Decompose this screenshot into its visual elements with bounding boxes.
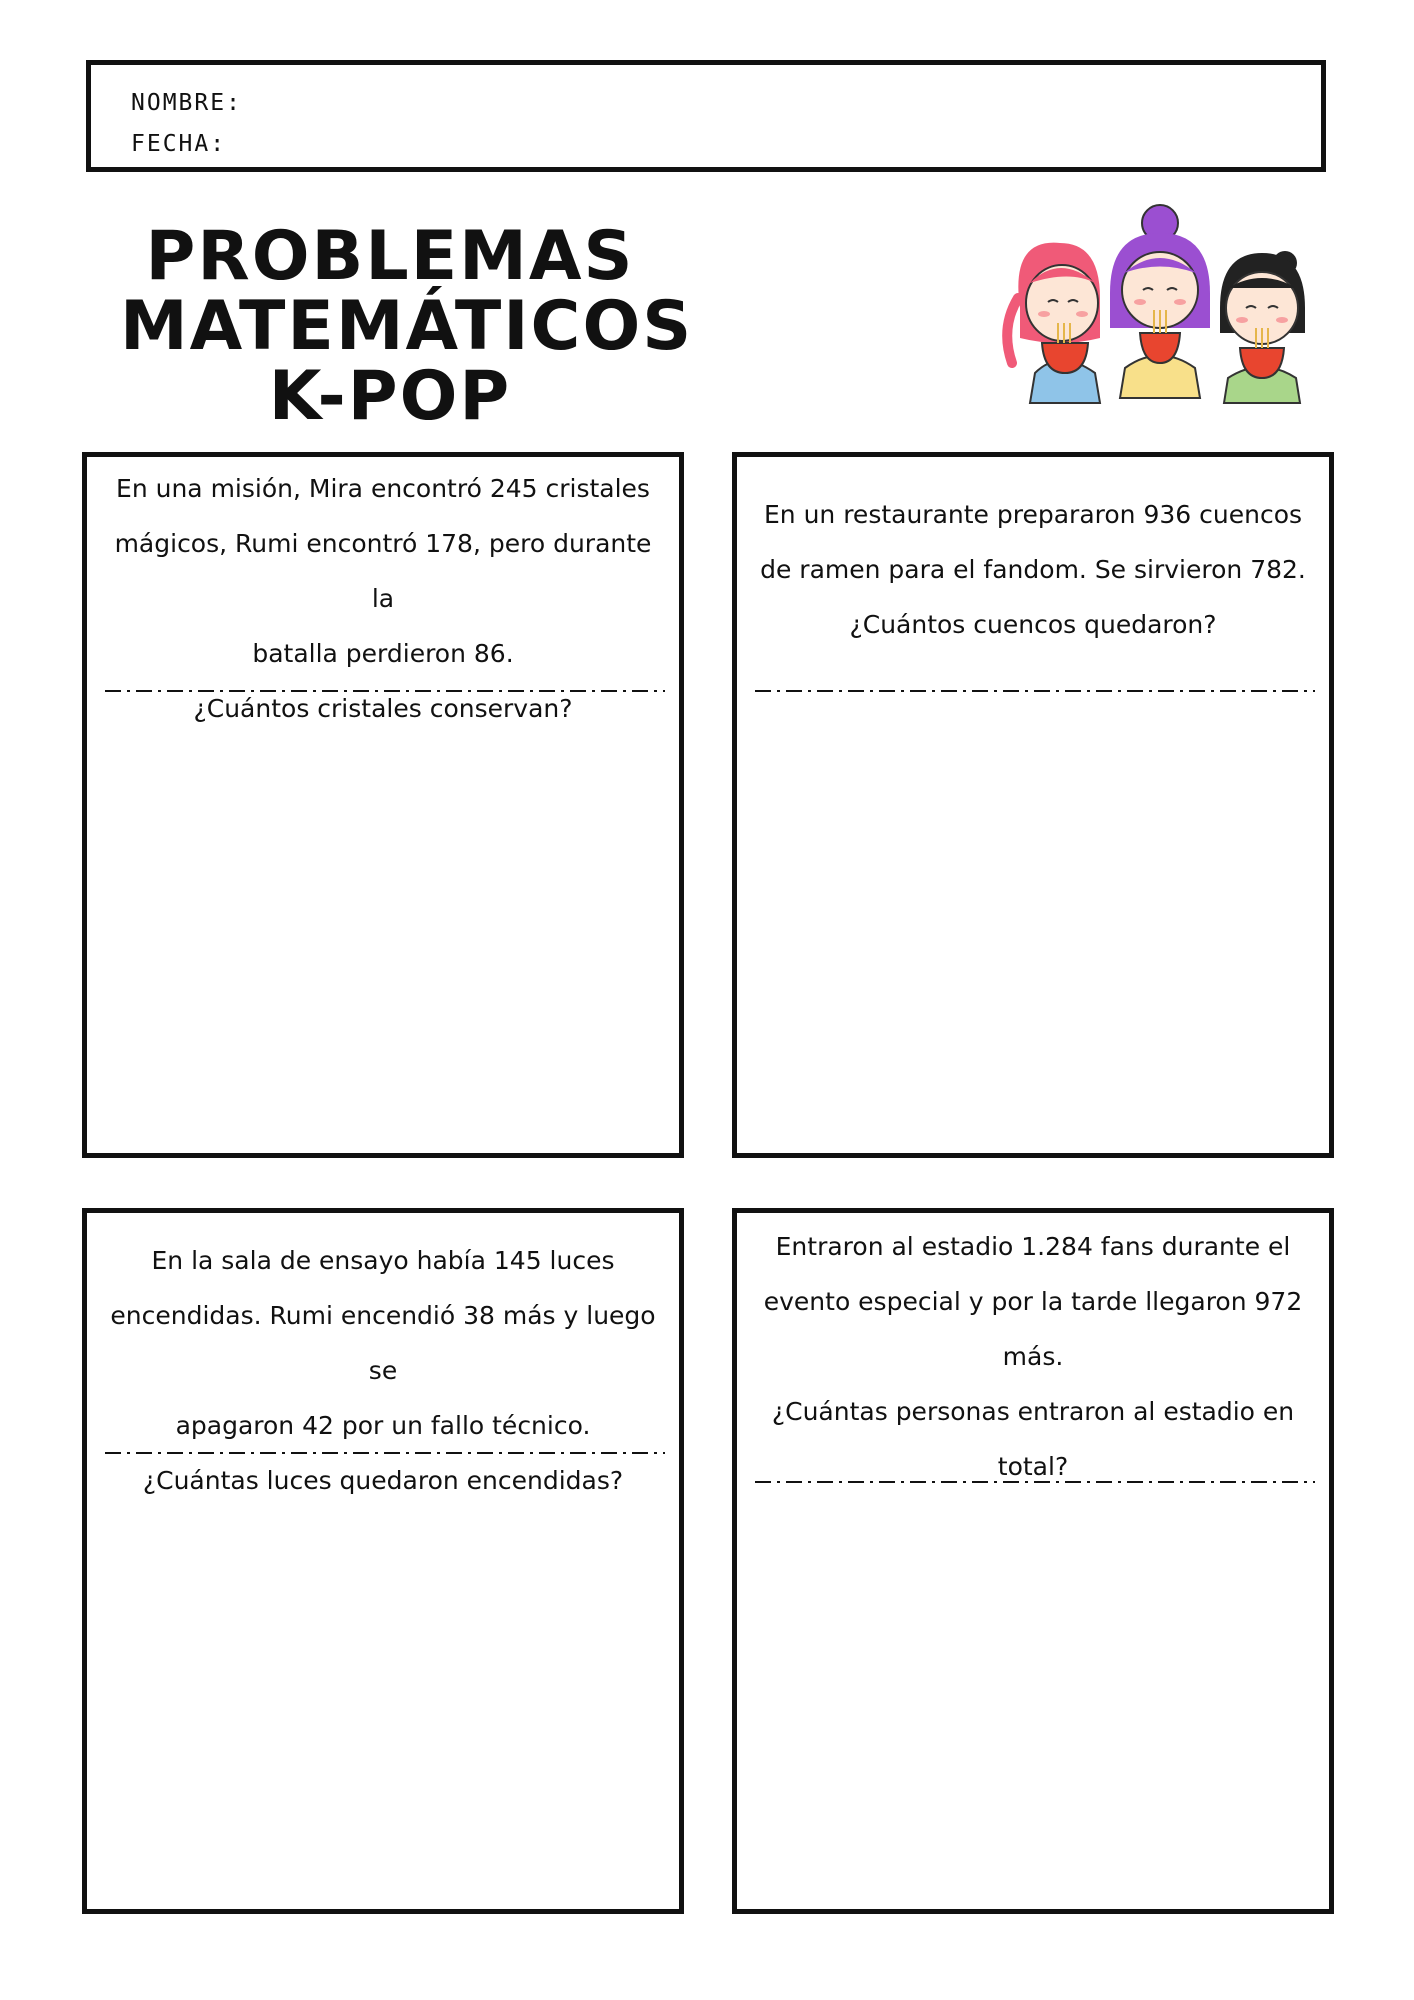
problem-card-2	[732, 452, 1334, 1158]
dash-divider	[755, 686, 1315, 696]
date-label[interactable]: FECHA:	[131, 131, 227, 157]
problem-3-question: ¿Cuántas luces quedaron encendidas?	[142, 1466, 624, 1495]
title-line-2: MATEMÁTICOS	[120, 287, 694, 366]
problem-3-line-3: apagaron 42 por un fallo técnico.	[175, 1411, 591, 1440]
problem-1-line-2: mágicos, Rumi encontró 178, pero durante la	[114, 529, 652, 613]
title-line-3: K-POP	[268, 357, 512, 436]
problem-3-line-2: encendidas. Rumi encendió 38 más y luego se	[110, 1301, 656, 1385]
three-girls-eating-ramen-icon	[1000, 198, 1320, 418]
problem-card-4	[732, 1208, 1334, 1914]
problem-card-3	[82, 1208, 684, 1914]
dash-divider	[105, 1448, 665, 1458]
problem-3-line-1: En la sala de ensayo había 145 luces	[151, 1246, 615, 1275]
dash-divider	[105, 686, 665, 696]
student-info-box	[86, 60, 1326, 172]
problem-4-line-1: Entraron al estadio 1.284 fans durante el	[775, 1232, 1291, 1261]
problem-4-line-3: más.	[1002, 1342, 1064, 1371]
page-title	[120, 217, 694, 436]
name-label[interactable]: NOMBRE:	[131, 90, 242, 116]
girl-left	[1007, 243, 1100, 403]
problem-text-3	[105, 1233, 661, 1508]
problem-card-1	[82, 452, 684, 1158]
problem-4-question-end: total?	[997, 1452, 1069, 1481]
dash-divider	[755, 1477, 1315, 1487]
girl-right	[1220, 251, 1305, 403]
problem-text-4	[755, 1219, 1311, 1494]
problem-2-line-2: de ramen para el fandom. Se sirvieron 782.	[760, 555, 1306, 584]
problem-text-2	[755, 487, 1311, 652]
problem-1-line-1: En una misión, Mira encontró 245 cristales	[116, 474, 650, 503]
problem-1-line-3: batalla perdieron 86.	[252, 639, 514, 668]
problem-4-line-2: evento especial y por la tarde llegaron 972	[763, 1287, 1303, 1316]
problem-2-question: ¿Cuántos cuencos quedaron?	[849, 610, 1217, 639]
girl-middle	[1110, 205, 1210, 398]
problem-2-line-1: En un restaurante prepararon 936 cuencos	[763, 500, 1303, 529]
problem-1-question: ¿Cuántos cristales conservan?	[193, 694, 573, 723]
problem-4-question: ¿Cuántas personas entraron al estadio en	[771, 1397, 1295, 1426]
title-line-1: PROBLEMAS	[145, 217, 635, 296]
